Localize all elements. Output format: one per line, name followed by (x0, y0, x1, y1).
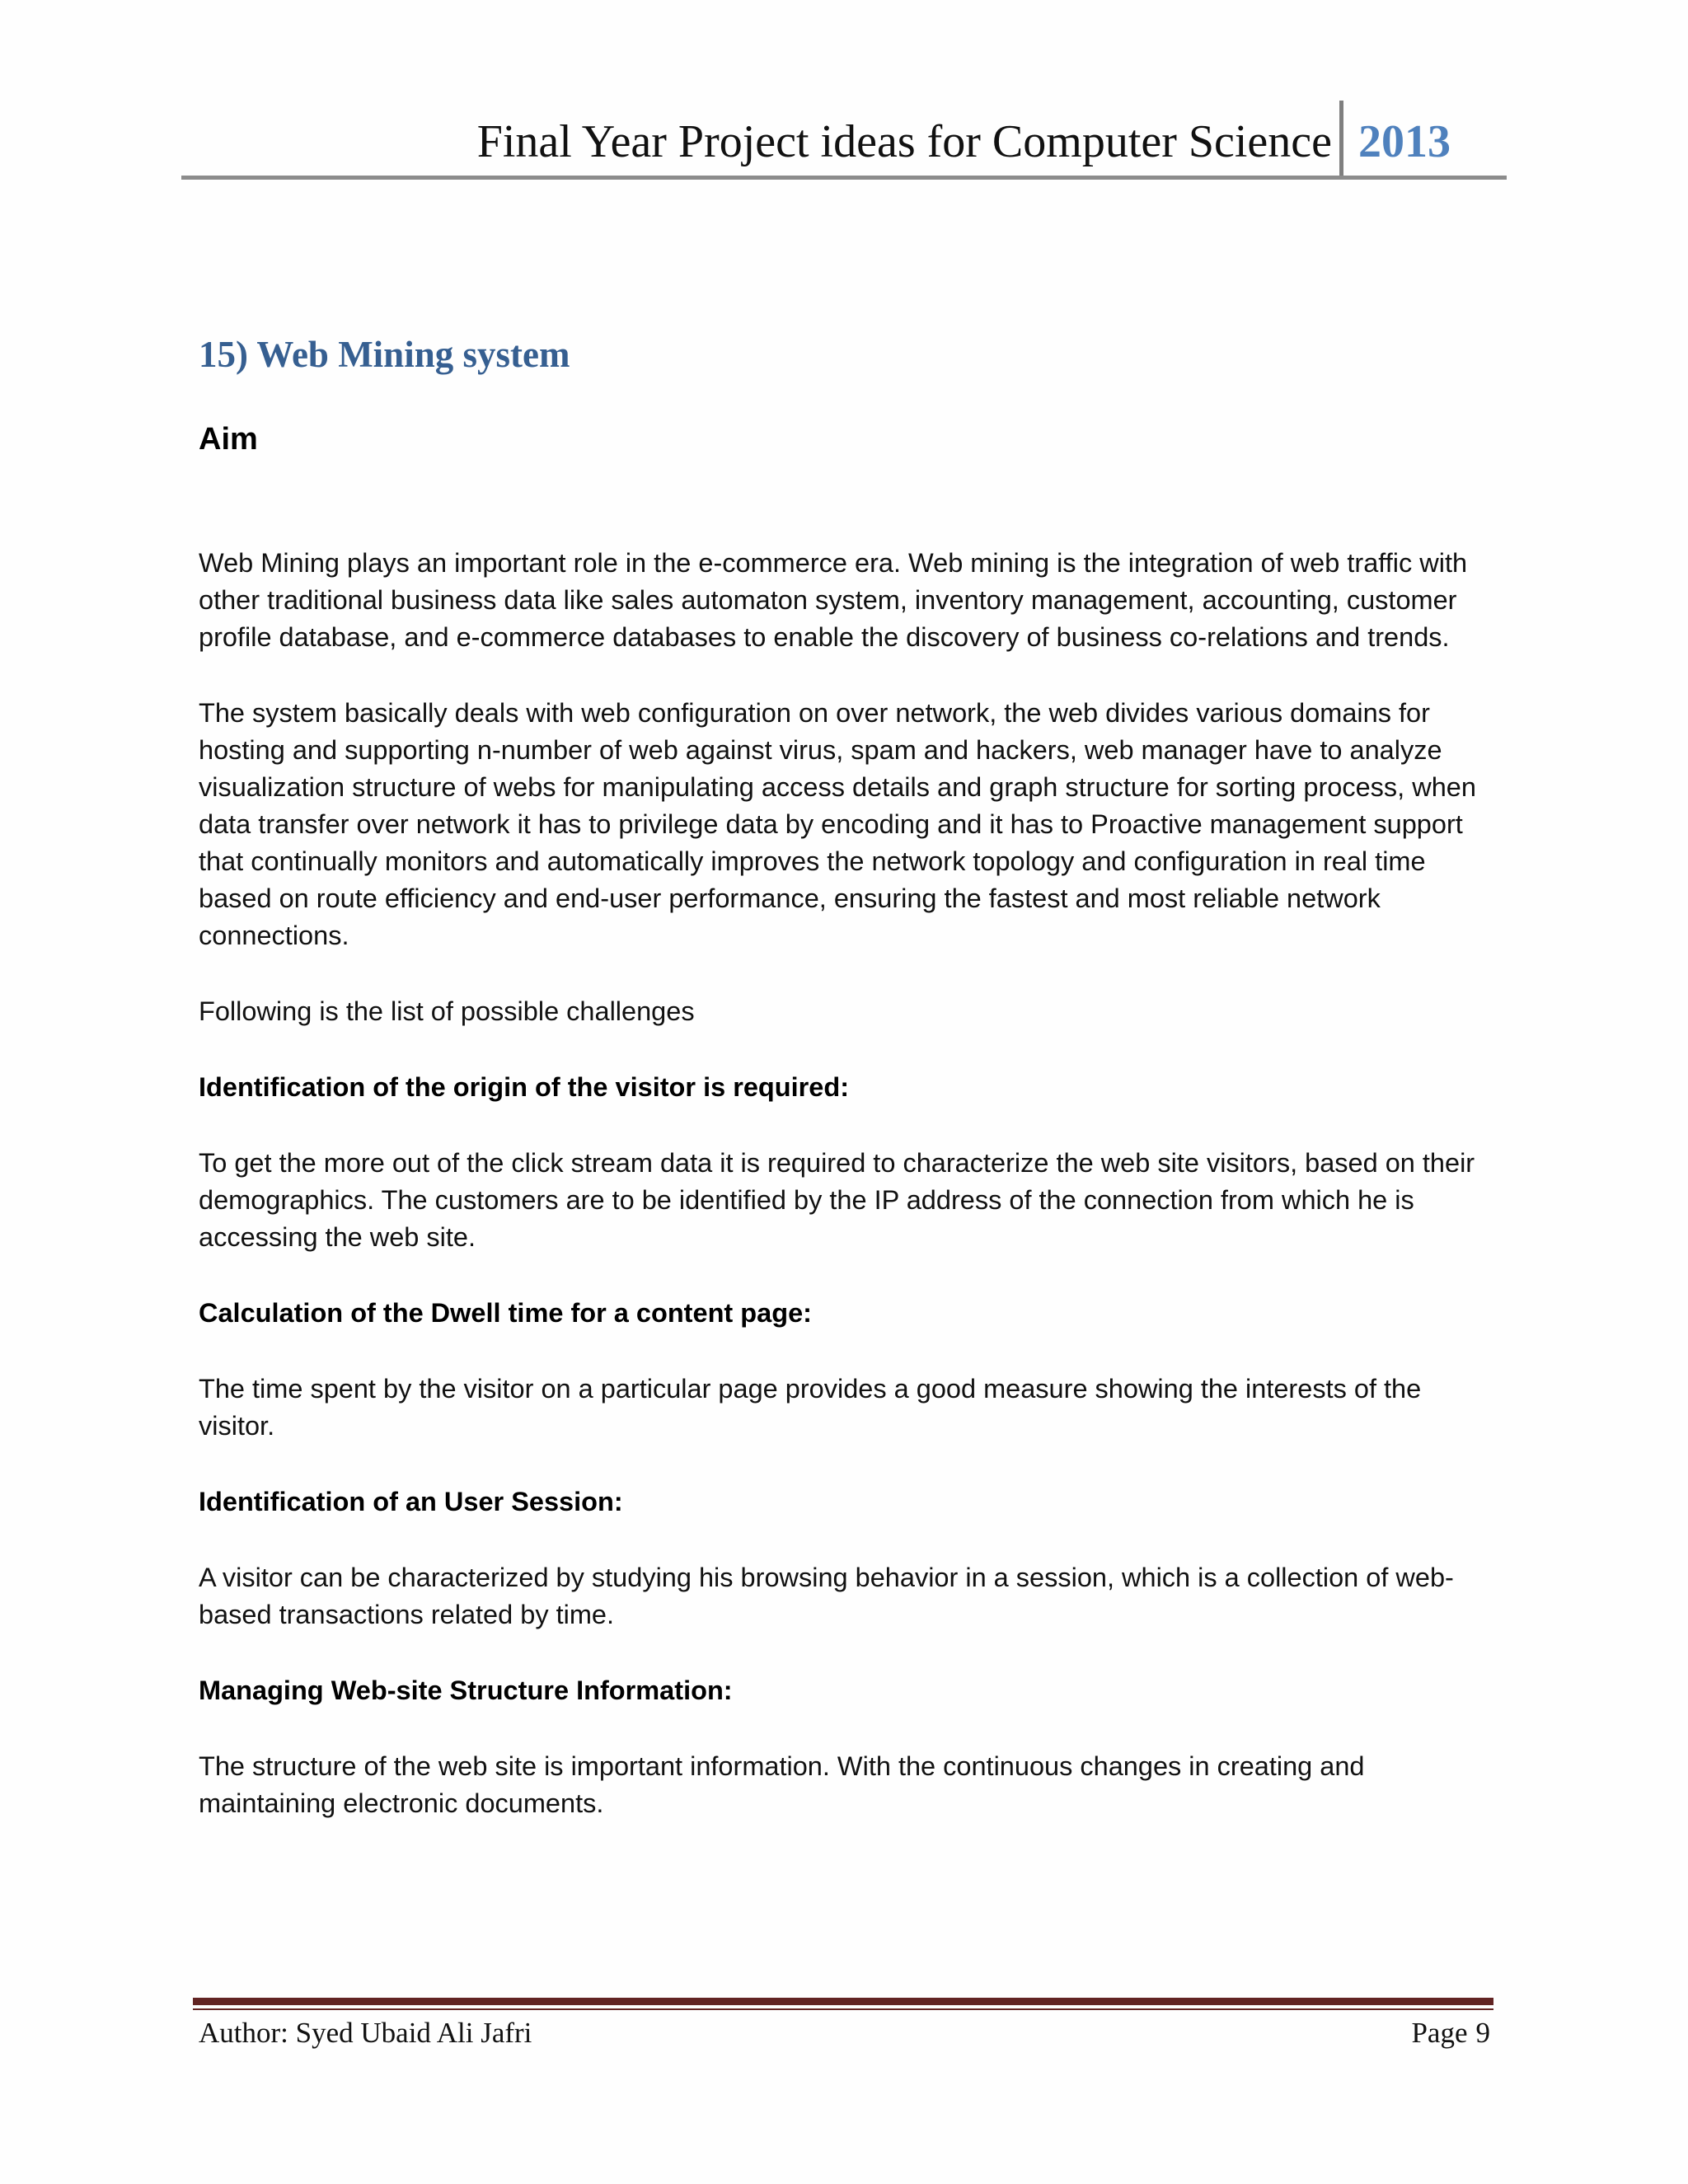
challenge-heading-user-session: Identification of an User Session: (199, 1487, 623, 1516)
challenge-text-visitor-origin: To get the more out of the click stream data it is required to characterize the web site visitors, based on their demographics. The customers are to be identified by the IP address of the connection from which he is accessing the web site. (199, 1148, 1475, 1252)
page-content (199, 330, 1501, 1822)
challenge-heading-visitor-origin: Identification of the origin of the visitor is required: (199, 1072, 850, 1102)
challenges-intro: Following is the list of possible challenges (199, 996, 695, 1026)
system-paragraph: The system basically deals with web configuration on over network, the web divides various domains for hosting and supporting n-number of web against virus, spam and hackers, web manager have to analyze visualization structure of webs for manipulating access details and graph structure for sorting process, when data transfer over network it has to privilege data by encoding and it has to Proactive management support that continually monitors and automatically improves the network topology and configuration in real time based on route efficiency and end-user performance, ensuring the fastest and most reliable network connections. (199, 698, 1476, 950)
header-divider (1339, 101, 1343, 178)
footer-rule-thin (193, 2008, 1493, 2010)
header-rule (181, 176, 1507, 180)
section-title: 15) Web Mining system (199, 334, 570, 375)
header-title: Final Year Project ideas for Computer Science (476, 116, 1332, 167)
footer-page-number (1411, 2013, 1490, 2054)
challenge-text-user-session: A visitor can be characterized by studying his browsing behavior in a session, which is a collection of web-based transactions related by time. (199, 1563, 1454, 1629)
challenge-text-site-structure: The structure of the web site is important information. With the continuous changes in creating and maintaining electronic documents. (199, 1751, 1365, 1818)
footer-page-value: 9 (1475, 2017, 1490, 2049)
challenge-text-dwell-time: The time spent by the visitor on a particular page provides a good measure showing the interests of the visitor. (199, 1374, 1422, 1441)
challenge-heading-site-structure: Managing Web-site Structure Information: (199, 1675, 733, 1705)
footer-page-label: Page (1411, 2017, 1468, 2049)
header-year: 2013 (1358, 116, 1451, 167)
footer-rule-thick (193, 1998, 1493, 2005)
challenge-heading-dwell-time: Calculation of the Dwell time for a content page: (199, 1298, 812, 1328)
footer-author: Author: Syed Ubaid Ali Jafri (199, 2017, 532, 2049)
page-header (181, 97, 1507, 180)
aim-heading: Aim (199, 422, 258, 457)
intro-paragraph: Web Mining plays an important role in the e-commerce era. Web mining is the integration of web traffic with other traditional business data like sales automaton system, inventory management, accounting, customer profile database, and e-commerce databases to enable the discovery of business co-relations and trends. (199, 548, 1468, 652)
